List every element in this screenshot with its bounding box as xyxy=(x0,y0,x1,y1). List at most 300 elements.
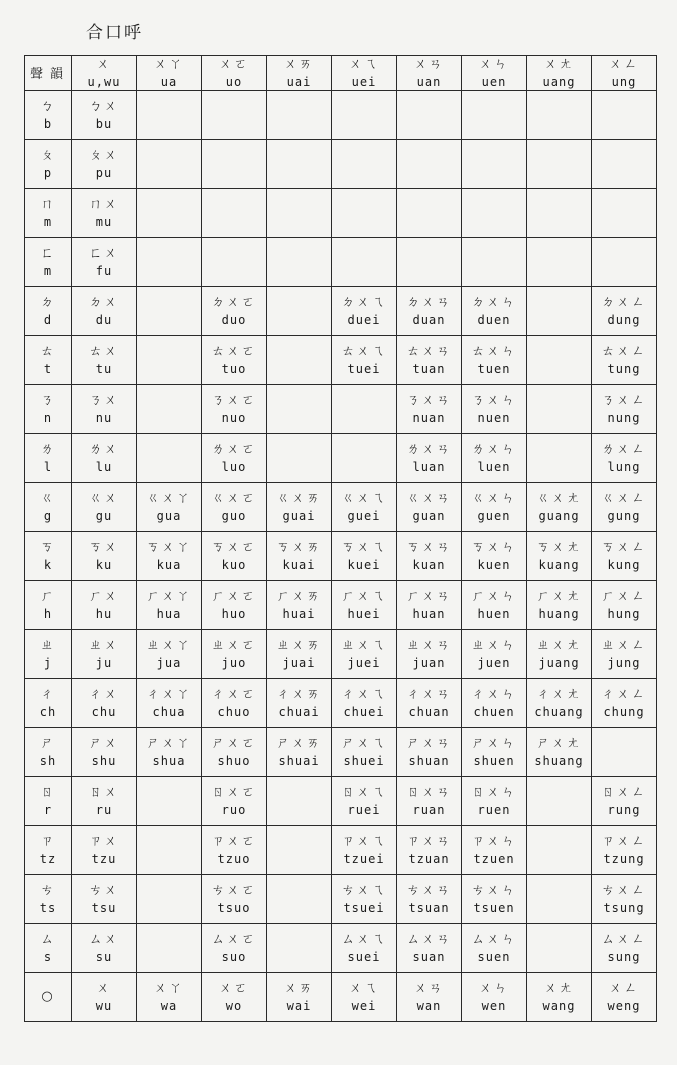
table-row xyxy=(25,385,657,434)
syllable-cell xyxy=(137,238,202,287)
syllable-zhuyin: ㄏㄨㄢ xyxy=(406,589,452,604)
initial-zhuyin: ○ xyxy=(41,988,55,1004)
syllable-zhuyin: ㄔㄨㄞ xyxy=(276,687,322,702)
syllable-cell xyxy=(527,287,592,336)
syllable-cell xyxy=(527,434,592,483)
initial-zhuyin: ㄊ xyxy=(40,344,56,359)
syllable-pinyin: wa xyxy=(160,999,178,1013)
syllable-cell xyxy=(462,728,527,777)
syllable-cell xyxy=(592,140,657,189)
syllable-zhuyin: ㄊㄨㄟ xyxy=(341,344,387,359)
syllable-cell xyxy=(462,777,527,826)
syllable-zhuyin: ㄋㄨㄣ xyxy=(471,393,517,408)
syllable-cell xyxy=(462,924,527,973)
syllable-pinyin: duan xyxy=(412,313,446,327)
syllable-pinyin: nuan xyxy=(412,411,446,425)
syllable-zhuyin: ㄋㄨㄛ xyxy=(211,393,257,408)
syllable-pinyin: duen xyxy=(477,313,511,327)
initial-zhuyin: ㄗ xyxy=(40,834,56,849)
final-pinyin: uan xyxy=(416,75,442,89)
initial-cell xyxy=(25,238,72,287)
initial-zhuyin: ㄇ xyxy=(40,197,56,212)
syllable-pinyin: ruo xyxy=(221,803,247,817)
syllable-cell xyxy=(527,336,592,385)
syllable-pinyin: juai xyxy=(282,656,316,670)
syllable-cell xyxy=(137,581,202,630)
syllable-zhuyin: ㄎㄨㄟ xyxy=(341,540,387,555)
syllable-zhuyin: ㄌㄨㄛ xyxy=(211,442,257,457)
syllable-pinyin: huai xyxy=(282,607,316,621)
syllable-pinyin: kung xyxy=(607,558,641,572)
syllable-cell xyxy=(592,630,657,679)
initial-zhuyin: ㄘ xyxy=(40,883,56,898)
syllable-pinyin: weng xyxy=(607,999,641,1013)
syllable-zhuyin: ㄘㄨㄢ xyxy=(406,883,452,898)
syllable-zhuyin: ㄔㄨㄤ xyxy=(536,687,582,702)
initial-pinyin: n xyxy=(43,411,53,425)
syllable-cell xyxy=(267,581,332,630)
syllable-cell xyxy=(137,826,202,875)
initial-cell xyxy=(25,728,72,777)
initial-pinyin: m xyxy=(43,215,53,229)
syllable-pinyin: shuei xyxy=(343,754,385,768)
syllable-cell xyxy=(72,385,137,434)
syllable-pinyin: tuen xyxy=(477,362,511,376)
syllable-zhuyin: ㄖㄨㄣ xyxy=(471,785,517,800)
final-zhuyin: ㄨㄛ xyxy=(218,57,249,72)
syllable-cell xyxy=(332,91,397,140)
syllable-zhuyin: ㄌㄨㄣ xyxy=(471,442,517,457)
syllable-cell xyxy=(267,189,332,238)
final-header xyxy=(202,56,267,91)
syllable-zhuyin: ㄍㄨㄥ xyxy=(601,491,647,506)
initial-cell xyxy=(25,287,72,336)
syllable-pinyin: wen xyxy=(481,999,507,1013)
final-pinyin: u,wu xyxy=(87,75,121,89)
syllable-pinyin: shuai xyxy=(278,754,320,768)
syllable-zhuyin: ㄓㄨㄣ xyxy=(471,638,517,653)
syllable-pinyin: suen xyxy=(477,950,511,964)
initial-cell xyxy=(25,875,72,924)
syllable-zhuyin: ㄙㄨ xyxy=(88,932,119,947)
syllable-zhuyin: ㄏㄨㄞ xyxy=(276,589,322,604)
syllable-zhuyin: ㄍㄨㄢ xyxy=(406,491,452,506)
syllable-zhuyin: ㄉㄨㄥ xyxy=(601,295,647,310)
final-pinyin: uo xyxy=(225,75,243,89)
syllable-zhuyin: ㄗㄨ xyxy=(88,834,119,849)
syllable-cell xyxy=(462,140,527,189)
header-row xyxy=(25,56,657,91)
initial-pinyin: tz xyxy=(39,852,57,866)
syllable-zhuyin: ㄋㄨ xyxy=(88,393,119,408)
syllable-zhuyin: ㄘㄨㄣ xyxy=(471,883,517,898)
syllable-zhuyin: ㄏㄨㄣ xyxy=(471,589,517,604)
final-zhuyin: ㄨㄚ xyxy=(153,57,184,72)
syllable-pinyin: tsung xyxy=(603,901,645,915)
syllable-zhuyin: ㄗㄨㄥ xyxy=(601,834,647,849)
syllable-cell xyxy=(462,91,527,140)
syllable-zhuyin: ㄎㄨㄛ xyxy=(211,540,257,555)
syllable-pinyin: guen xyxy=(477,509,511,523)
syllable-cell xyxy=(202,91,267,140)
syllable-pinyin: chuo xyxy=(217,705,251,719)
syllable-pinyin: suei xyxy=(347,950,381,964)
syllable-cell xyxy=(592,385,657,434)
syllable-cell xyxy=(137,973,202,1022)
syllable-cell xyxy=(332,434,397,483)
syllable-pinyin: huo xyxy=(221,607,247,621)
initial-cell xyxy=(25,581,72,630)
syllable-pinyin: tuei xyxy=(347,362,381,376)
final-zhuyin: ㄨ xyxy=(96,57,112,72)
syllable-pinyin: juan xyxy=(412,656,446,670)
syllable-pinyin: nuen xyxy=(477,411,511,425)
final-zhuyin: ㄨㄢ xyxy=(413,57,444,72)
syllable-zhuyin: ㄓㄨ xyxy=(88,638,119,653)
syllable-cell xyxy=(72,630,137,679)
syllable-cell xyxy=(397,532,462,581)
syllable-pinyin: guang xyxy=(538,509,580,523)
syllable-zhuyin: ㄉㄨㄟ xyxy=(341,295,387,310)
syllable-pinyin: shuen xyxy=(473,754,515,768)
syllable-zhuyin: ㄨㄤ xyxy=(543,981,574,996)
initial-pinyin: m xyxy=(43,264,53,278)
syllable-cell xyxy=(72,483,137,532)
final-header xyxy=(462,56,527,91)
corner-cell xyxy=(25,56,72,91)
syllable-cell xyxy=(137,532,202,581)
syllable-zhuyin: ㄍㄨㄟ xyxy=(341,491,387,506)
syllable-zhuyin: ㄕㄨㄣ xyxy=(471,736,517,751)
initial-pinyin: p xyxy=(43,166,53,180)
syllable-zhuyin: ㄊㄨㄥ xyxy=(601,344,647,359)
syllable-cell xyxy=(592,287,657,336)
syllable-zhuyin: ㄏㄨㄛ xyxy=(211,589,257,604)
syllable-pinyin: tsuan xyxy=(408,901,450,915)
syllable-cell xyxy=(397,679,462,728)
syllable-pinyin: juo xyxy=(221,656,247,670)
initial-cell xyxy=(25,679,72,728)
syllable-zhuyin: ㄕㄨㄟ xyxy=(341,736,387,751)
syllable-pinyin: dung xyxy=(607,313,641,327)
syllable-pinyin: huan xyxy=(412,607,446,621)
syllable-zhuyin: ㄙㄨㄢ xyxy=(406,932,452,947)
syllable-pinyin: wei xyxy=(351,999,377,1013)
zhuyin-pinyin-table xyxy=(24,55,657,1022)
syllable-zhuyin: ㄏㄨㄟ xyxy=(341,589,387,604)
syllable-cell xyxy=(137,434,202,483)
syllable-cell xyxy=(72,777,137,826)
syllable-cell xyxy=(462,630,527,679)
initial-zhuyin: ㄖ xyxy=(40,785,56,800)
syllable-zhuyin: ㄗㄨㄛ xyxy=(211,834,257,849)
syllable-pinyin: gung xyxy=(607,509,641,523)
syllable-pinyin: suo xyxy=(221,950,247,964)
syllable-zhuyin: ㄕㄨㄞ xyxy=(276,736,322,751)
syllable-pinyin: rung xyxy=(607,803,641,817)
syllable-pinyin: chu xyxy=(91,705,117,719)
syllable-pinyin: gu xyxy=(95,509,113,523)
initial-pinyin: l xyxy=(43,460,53,474)
syllable-cell xyxy=(397,777,462,826)
syllable-pinyin: chuei xyxy=(343,705,385,719)
final-pinyin: ung xyxy=(611,75,637,89)
syllable-zhuyin: ㄘㄨㄥ xyxy=(601,883,647,898)
syllable-cell xyxy=(527,91,592,140)
syllable-cell xyxy=(202,434,267,483)
syllable-cell xyxy=(332,777,397,826)
table-row xyxy=(25,679,657,728)
syllable-cell xyxy=(202,385,267,434)
table-row xyxy=(25,91,657,140)
syllable-cell xyxy=(332,238,397,287)
table-row xyxy=(25,140,657,189)
syllable-zhuyin: ㄌㄨ xyxy=(88,442,119,457)
initial-zhuyin: ㄉ xyxy=(40,295,56,310)
syllable-zhuyin: ㄊㄨ xyxy=(88,344,119,359)
syllable-cell xyxy=(72,91,137,140)
initial-pinyin: r xyxy=(43,803,53,817)
syllable-zhuyin: ㄎㄨㄣ xyxy=(471,540,517,555)
syllable-cell xyxy=(462,434,527,483)
syllable-zhuyin: ㄋㄨㄥ xyxy=(601,393,647,408)
syllable-pinyin: tsu xyxy=(91,901,117,915)
syllable-zhuyin: ㄊㄨㄣ xyxy=(471,344,517,359)
syllable-cell xyxy=(72,875,137,924)
syllable-pinyin: shu xyxy=(91,754,117,768)
syllable-cell xyxy=(397,483,462,532)
syllable-cell xyxy=(72,140,137,189)
syllable-zhuyin: ㄨㄢ xyxy=(413,981,444,996)
syllable-cell xyxy=(202,140,267,189)
syllable-cell xyxy=(527,826,592,875)
syllable-cell xyxy=(72,679,137,728)
syllable-cell xyxy=(397,826,462,875)
syllable-pinyin: shuo xyxy=(217,754,251,768)
syllable-cell xyxy=(72,924,137,973)
syllable-cell xyxy=(267,826,332,875)
initial-zhuyin: ㄎ xyxy=(40,540,56,555)
syllable-zhuyin: ㄎㄨㄤ xyxy=(536,540,582,555)
final-header xyxy=(527,56,592,91)
syllable-cell xyxy=(332,581,397,630)
syllable-pinyin: lung xyxy=(607,460,641,474)
initial-zhuyin: ㄌ xyxy=(40,442,56,457)
initial-zhuyin: ㄅ xyxy=(40,99,56,114)
syllable-pinyin: guai xyxy=(282,509,316,523)
table-row xyxy=(25,973,657,1022)
initial-cell xyxy=(25,336,72,385)
syllable-cell xyxy=(267,728,332,777)
syllable-zhuyin: ㄘㄨㄛ xyxy=(211,883,257,898)
syllable-zhuyin: ㄨㄛ xyxy=(218,981,249,996)
syllable-pinyin: tuan xyxy=(412,362,446,376)
syllable-cell xyxy=(332,532,397,581)
syllable-cell xyxy=(462,679,527,728)
syllable-zhuyin: ㄅㄨ xyxy=(88,99,119,114)
syllable-cell xyxy=(527,532,592,581)
syllable-pinyin: tu xyxy=(95,362,113,376)
syllable-pinyin: guo xyxy=(221,509,247,523)
syllable-cell xyxy=(592,483,657,532)
initial-zhuyin: ㄍ xyxy=(40,491,56,506)
initial-pinyin: g xyxy=(43,509,53,523)
syllable-zhuyin: ㄙㄨㄣ xyxy=(471,932,517,947)
syllable-pinyin: chuen xyxy=(473,705,515,719)
syllable-pinyin: tsuei xyxy=(343,901,385,915)
initial-zhuyin: ㄔ xyxy=(40,687,56,702)
syllable-pinyin: tsuo xyxy=(217,901,251,915)
syllable-pinyin: jua xyxy=(156,656,182,670)
syllable-pinyin: chuang xyxy=(534,705,584,719)
syllable-pinyin: tzung xyxy=(603,852,645,866)
syllable-pinyin: shuan xyxy=(408,754,450,768)
syllable-pinyin: wai xyxy=(286,999,312,1013)
syllable-cell xyxy=(267,924,332,973)
syllable-cell xyxy=(592,91,657,140)
syllable-cell xyxy=(267,973,332,1022)
table-row xyxy=(25,728,657,777)
syllable-cell xyxy=(332,189,397,238)
syllable-zhuyin: ㄖㄨ xyxy=(88,785,119,800)
syllable-pinyin: ruei xyxy=(347,803,381,817)
initial-cell xyxy=(25,385,72,434)
final-zhuyin: ㄨㄣ xyxy=(478,57,509,72)
syllable-zhuyin: ㄍㄨㄣ xyxy=(471,491,517,506)
syllable-zhuyin: ㄖㄨㄢ xyxy=(406,785,452,800)
syllable-zhuyin: ㄇㄨ xyxy=(88,197,119,212)
syllable-cell xyxy=(267,238,332,287)
syllable-cell xyxy=(137,630,202,679)
initial-pinyin: d xyxy=(43,313,53,327)
syllable-cell xyxy=(462,875,527,924)
initial-cell xyxy=(25,91,72,140)
syllable-cell xyxy=(462,287,527,336)
syllable-zhuyin: ㄍㄨㄤ xyxy=(536,491,582,506)
syllable-cell xyxy=(592,581,657,630)
syllable-cell xyxy=(527,679,592,728)
syllable-cell xyxy=(332,826,397,875)
syllable-pinyin: kuo xyxy=(221,558,247,572)
syllable-cell xyxy=(592,336,657,385)
finals-label: 韻 xyxy=(49,67,63,82)
table-row xyxy=(25,434,657,483)
syllable-pinyin: jung xyxy=(607,656,641,670)
syllable-cell xyxy=(267,483,332,532)
initial-zhuyin: ㄆ xyxy=(40,148,56,163)
syllable-cell xyxy=(267,336,332,385)
syllable-zhuyin: ㄈㄨ xyxy=(88,246,119,261)
syllable-cell xyxy=(397,189,462,238)
syllable-cell xyxy=(397,336,462,385)
syllable-pinyin: ku xyxy=(95,558,113,572)
syllable-zhuyin: ㄔㄨ xyxy=(88,687,119,702)
syllable-cell xyxy=(527,483,592,532)
syllable-cell xyxy=(397,581,462,630)
syllable-cell xyxy=(527,238,592,287)
initial-zhuyin: ㄋ xyxy=(40,393,56,408)
syllable-pinyin: kuang xyxy=(538,558,580,572)
syllable-pinyin: wang xyxy=(542,999,576,1013)
syllable-cell xyxy=(137,91,202,140)
syllable-pinyin: guan xyxy=(412,509,446,523)
initial-cell xyxy=(25,189,72,238)
syllable-cell xyxy=(267,679,332,728)
syllable-cell xyxy=(267,875,332,924)
syllable-pinyin: suan xyxy=(412,950,446,964)
syllable-zhuyin: ㄖㄨㄥ xyxy=(601,785,647,800)
syllable-zhuyin: ㄕㄨㄛ xyxy=(211,736,257,751)
syllable-zhuyin: ㄨ xyxy=(96,981,112,996)
syllable-pinyin: kuen xyxy=(477,558,511,572)
syllable-cell xyxy=(202,483,267,532)
syllable-pinyin: tzuan xyxy=(408,852,450,866)
syllable-zhuyin: ㄨㄚ xyxy=(153,981,184,996)
syllable-pinyin: duei xyxy=(347,313,381,327)
syllable-pinyin: bu xyxy=(95,117,113,131)
initial-pinyin: t xyxy=(43,362,53,376)
syllable-cell xyxy=(397,434,462,483)
syllable-zhuyin: ㄓㄨㄚ xyxy=(146,638,192,653)
syllable-cell xyxy=(202,287,267,336)
final-header xyxy=(397,56,462,91)
syllable-cell xyxy=(202,189,267,238)
initial-zhuyin: ㄕ xyxy=(40,736,56,751)
syllable-zhuyin: ㄕㄨㄤ xyxy=(536,736,582,751)
syllable-cell xyxy=(267,434,332,483)
initial-cell xyxy=(25,483,72,532)
table-row xyxy=(25,238,657,287)
syllable-zhuyin: ㄖㄨㄛ xyxy=(211,785,257,800)
syllable-pinyin: tzuei xyxy=(343,852,385,866)
syllable-cell xyxy=(137,777,202,826)
syllable-cell xyxy=(332,385,397,434)
syllable-cell xyxy=(527,140,592,189)
syllable-zhuyin: ㄗㄨㄟ xyxy=(341,834,387,849)
syllable-cell xyxy=(592,826,657,875)
syllable-cell xyxy=(462,336,527,385)
initial-zhuyin: ㄓ xyxy=(40,638,56,653)
syllable-pinyin: du xyxy=(95,313,113,327)
initial-zhuyin: ㄙ xyxy=(40,932,56,947)
syllable-pinyin: huang xyxy=(538,607,580,621)
syllable-cell xyxy=(462,973,527,1022)
syllable-cell xyxy=(72,826,137,875)
syllable-cell xyxy=(267,287,332,336)
initial-zhuyin: ㄏ xyxy=(40,589,56,604)
syllable-cell xyxy=(137,679,202,728)
syllable-zhuyin: ㄨㄟ xyxy=(348,981,379,996)
syllable-pinyin: nuo xyxy=(221,411,247,425)
syllable-cell xyxy=(202,924,267,973)
syllable-cell xyxy=(332,728,397,777)
syllable-pinyin: tzuen xyxy=(473,852,515,866)
table-row xyxy=(25,287,657,336)
syllable-cell xyxy=(462,826,527,875)
initial-cell xyxy=(25,826,72,875)
syllable-cell xyxy=(137,287,202,336)
syllable-zhuyin: ㄓㄨㄛ xyxy=(211,638,257,653)
syllable-pinyin: chua xyxy=(152,705,186,719)
syllable-cell xyxy=(202,826,267,875)
syllable-pinyin: juang xyxy=(538,656,580,670)
syllable-cell xyxy=(202,728,267,777)
final-zhuyin: ㄨㄤ xyxy=(543,57,574,72)
syllable-zhuyin: ㄋㄨㄢ xyxy=(406,393,452,408)
final-header xyxy=(267,56,332,91)
syllable-cell xyxy=(527,630,592,679)
syllable-pinyin: lu xyxy=(95,460,113,474)
